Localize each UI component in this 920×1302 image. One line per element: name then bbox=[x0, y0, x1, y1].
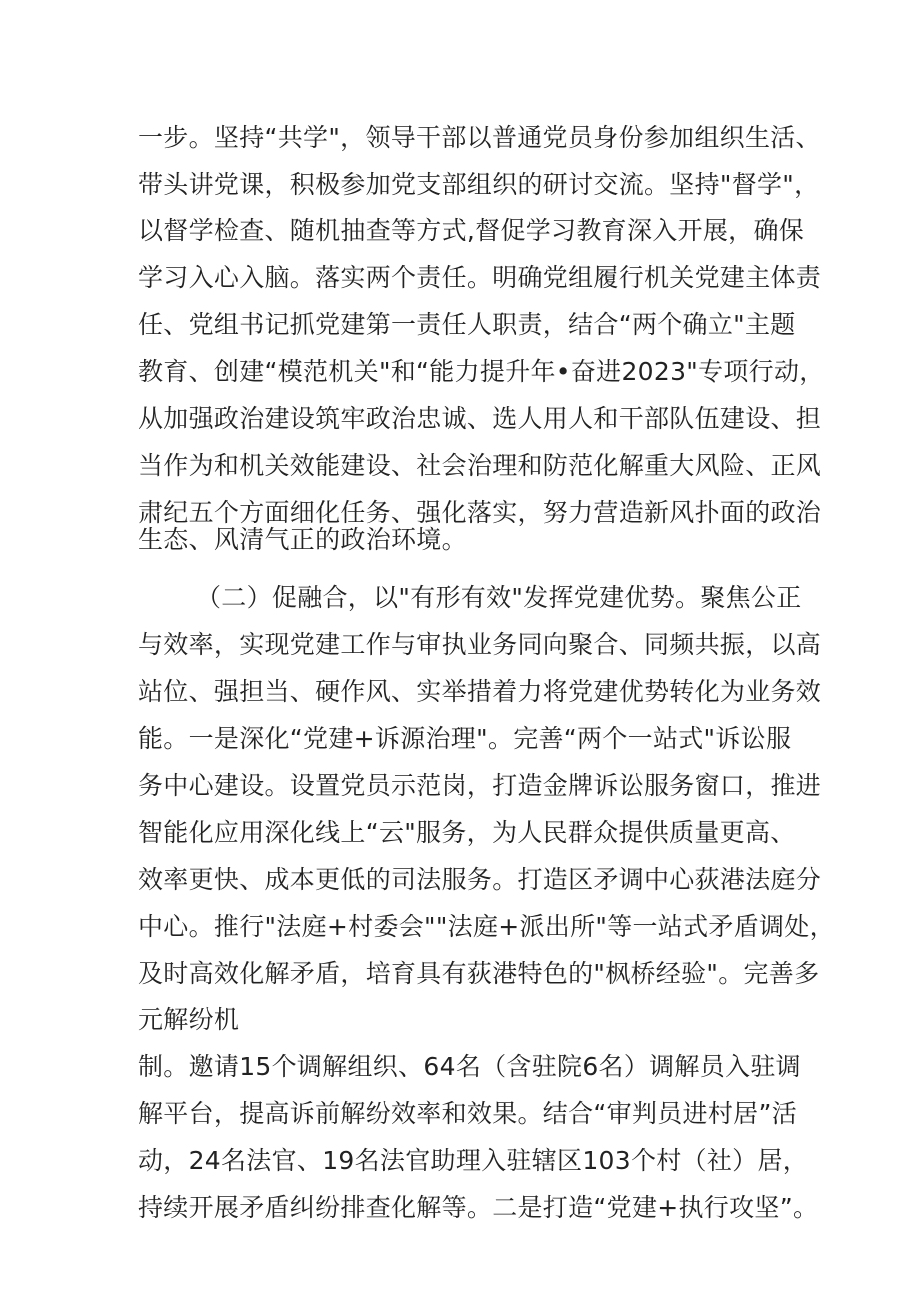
text-line: 学习入心入脑。落实两个责任。明确党组履行机关党建主体责 bbox=[138, 263, 822, 292]
text-line: 效率更快、成本更低的司法服务。打造区矛调中心荻港法庭分 bbox=[138, 865, 822, 894]
text-line: 当作为和机关效能建设、社会治理和防范化解重大风险、正风 bbox=[138, 451, 822, 480]
text-line: 一步。坚持“共学"，领导干部以普通党员身份参加组织生活、 bbox=[138, 123, 821, 152]
text-line: 及时高效化解矛盾，培育具有荻港特色的"枫桥经验"。完善多 bbox=[138, 959, 820, 988]
text-line: 生态、风清气正的政治环境。 bbox=[138, 525, 467, 554]
text-line: 持续开展矛盾纠纷排查化解等。二是打造“党建+执行攻坚”。 bbox=[138, 1193, 819, 1222]
text-line: 站位、强担当、硬作风、实举措着力将党建优势转化为业务效 bbox=[138, 677, 822, 706]
text-line: 任、党组书记抓党建第一责任人职责，结合“两个确立"主题 bbox=[138, 310, 796, 339]
text-line: 务中心建设。设置党员示范岗，打造金牌诉讼服务窗口，推进 bbox=[138, 771, 822, 800]
text-line: 能。一是深化“党建+诉源治理"。完善“两个一站式"诉讼服 bbox=[138, 724, 792, 753]
text-line: 带头讲党课，积极参加党支部组织的研讨交流。坚持"督学"， bbox=[138, 170, 820, 199]
text-line: 以督学检查、随机抽查等方式,督促学习教育深入开展，确保 bbox=[138, 216, 805, 245]
text-line: 动，24名法官、19名法官助理入驻辖区103个村（社）居， bbox=[138, 1146, 809, 1175]
text-line: 肃纪五个方面细化任务、强化落实，努力营造新风扑面的政治 bbox=[138, 498, 822, 527]
text-line: 教育、创建“模范机关"和“能力提升年•奋进2023"专项行动， bbox=[138, 357, 825, 386]
paragraph-heading-line: （二）促融合，以"有形有效"发挥党建优势。聚焦公正 bbox=[196, 583, 802, 612]
text-line: 元解纷机 bbox=[138, 1005, 240, 1034]
text-line: 智能化应用深化线上“云"服务，为人民群众提供质量更高、 bbox=[138, 818, 796, 847]
text-line: 与效率，实现党建工作与审执业务同向聚合、同频共振，以高 bbox=[138, 630, 822, 659]
text-line: 从加强政治建设筑牢政治忠诚、选人用人和干部队伍建设、担 bbox=[138, 404, 822, 433]
text-line: 制。邀请15个调解组织、64名（含驻院6名）调解员入驻调 bbox=[138, 1052, 801, 1081]
text-line: 中心。推行"法庭+村委会""法庭+派出所"等一站式矛盾调处， bbox=[138, 912, 835, 941]
text-line: 解平台，提高诉前解纷效率和效果。结合“审判员进村居”活 bbox=[138, 1099, 798, 1128]
